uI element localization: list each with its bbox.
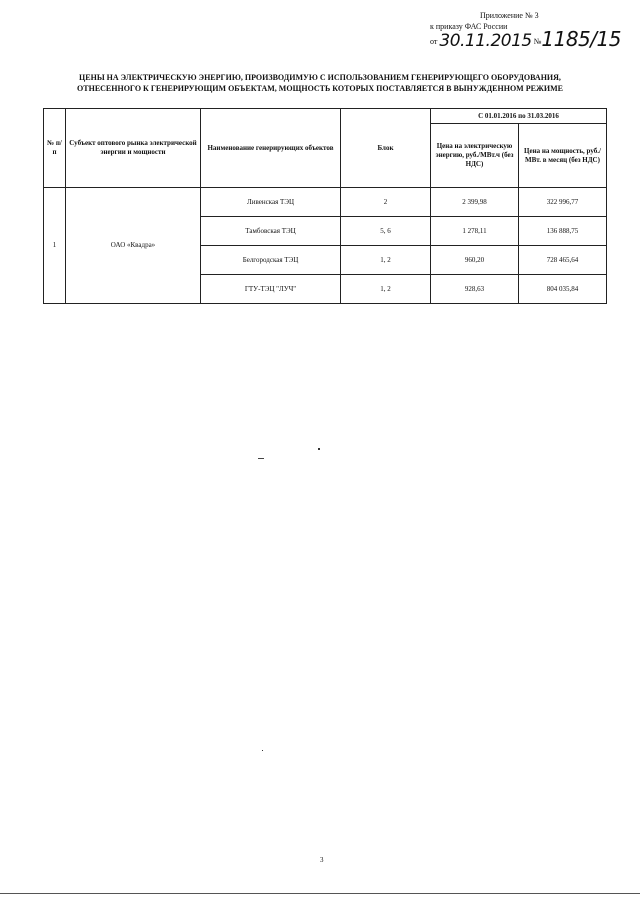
table-header-row-1 bbox=[44, 109, 607, 124]
scan-artifact-dot bbox=[318, 448, 320, 450]
table-row bbox=[44, 188, 607, 217]
header-period: С 01.01.2016 по 31.03.2016 bbox=[431, 109, 607, 124]
cell-capacity-price: 322 996,77 bbox=[519, 188, 607, 217]
document-title-line1: ЦЕНЫ НА ЭЛЕКТРИЧЕСКУЮ ЭНЕРГИЮ, ПРОИЗВОДИМУЮ С ИСПОЛЬЗОВАНИЕМ ГЕНЕРИРУЮЩЕГО ОБОРУДОВАНИЯ, bbox=[79, 73, 561, 82]
header-num: № п/п bbox=[44, 109, 66, 188]
scan-artifact-dot bbox=[262, 750, 263, 751]
scan-edge-line bbox=[0, 893, 640, 894]
header-block: Блок bbox=[341, 109, 431, 188]
group-num: 1 bbox=[44, 188, 66, 304]
header-energy-price: Цена на электрическую энергию, руб./МВт.ч (без НДС) bbox=[431, 124, 519, 188]
cell-block: 1, 2 bbox=[341, 275, 431, 304]
header-object: Наименование генерирующих объектов bbox=[201, 109, 341, 188]
appendix-title: Приложение № 3 bbox=[480, 11, 539, 20]
page-mark: 3 bbox=[320, 856, 324, 864]
appendix-order-ref: к приказу ФАС России bbox=[430, 22, 508, 31]
group-subject: ОАО «Квадра» bbox=[66, 188, 201, 304]
order-date-handwritten: 30.11.2015 bbox=[439, 31, 532, 51]
number-prefix: № bbox=[533, 37, 542, 46]
cell-energy-price: 2 399,98 bbox=[431, 188, 519, 217]
order-number-handwritten: 1185/15 bbox=[541, 27, 621, 51]
header-subject: Субъект оптового рынка электрической энергии и мощности bbox=[66, 109, 201, 188]
cell-block: 5, 6 bbox=[341, 217, 431, 246]
cell-object: Белгородская ТЭЦ bbox=[201, 246, 341, 275]
document-title-line2: ОТНЕСЕННОГО К ГЕНЕРИРУЮЩИМ ОБЪЕКТАМ, МОЩНОСТЬ КОТОРЫХ ПОСТАВЛЯЕТСЯ В ВЫНУЖДЕННОМ РЕЖИМЕ bbox=[77, 84, 563, 93]
scan-artifact-dash bbox=[258, 458, 264, 459]
document-title bbox=[40, 72, 600, 94]
cell-energy-price: 960,20 bbox=[431, 246, 519, 275]
date-prefix: от bbox=[430, 37, 438, 46]
cell-object: Ливенская ТЭЦ bbox=[201, 188, 341, 217]
cell-object: Тамбовская ТЭЦ bbox=[201, 217, 341, 246]
header-capacity-price: Цена на мощность, руб./МВт. в месяц (без НДС) bbox=[519, 124, 607, 188]
cell-energy-price: 928,63 bbox=[431, 275, 519, 304]
cell-capacity-price: 804 035,84 bbox=[519, 275, 607, 304]
cell-capacity-price: 728 465,64 bbox=[519, 246, 607, 275]
cell-energy-price: 1 278,11 bbox=[431, 217, 519, 246]
appendix-date-number bbox=[430, 27, 621, 51]
cell-capacity-price: 136 888,75 bbox=[519, 217, 607, 246]
prices-table bbox=[43, 108, 607, 304]
cell-object: ГТУ-ТЭЦ "ЛУЧ" bbox=[201, 275, 341, 304]
cell-block: 2 bbox=[341, 188, 431, 217]
appendix-block bbox=[430, 10, 621, 51]
cell-block: 1, 2 bbox=[341, 246, 431, 275]
